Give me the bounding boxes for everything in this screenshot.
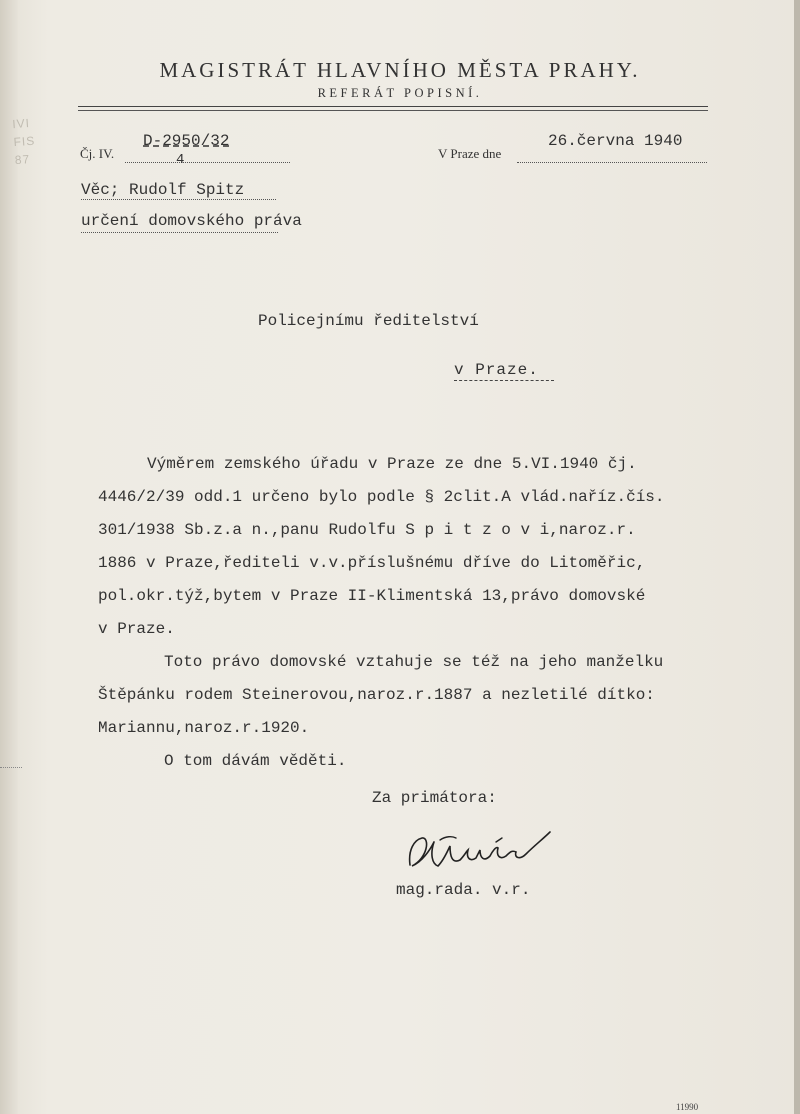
place-label: V Praze dne	[438, 146, 502, 161]
body-line: Výměrem zemského úřadu v Praze ze dne 5.VI.1940 čj.	[147, 455, 637, 473]
subject-detail-dotted-line	[81, 232, 278, 233]
body-line: v Praze.	[98, 620, 175, 638]
body-line: pol.okr.týž,bytem v Praze II-Klimentská 13,právo domovské	[98, 587, 646, 605]
date-dotted-line	[517, 162, 707, 163]
signatory-title: mag.rada. v.r.	[396, 881, 531, 899]
addressee-city: v Praze.	[454, 361, 539, 379]
cj-label: Čj. IV.	[80, 146, 115, 161]
header-rule-thick	[78, 106, 708, 107]
subject-dotted-line	[81, 199, 276, 200]
body-line: O tom dávám věděti.	[164, 752, 347, 770]
body-line: 301/1938 Sb.z.a n.,panu Rudolfu S p i t z o v i,naroz.r.	[98, 521, 636, 539]
body-line: 4446/2/39 odd.1 určeno bylo podle § 2clit.A vlád.naříz.čís.	[98, 488, 665, 506]
body-line: Toto právo domovské vztahuje se též na jeho manželku	[164, 653, 664, 671]
stamp-line: IVI	[11, 115, 31, 132]
letterhead-department: REFERÁT POPISNÍ.	[317, 86, 483, 100]
letterhead-title: MAGISTRÁT HLAVNÍHO MĚSTA PRAHY.	[159, 58, 641, 82]
cj-dotted-line	[125, 162, 290, 163]
on-behalf-label: Za primátora:	[372, 789, 497, 807]
letter-date: 26.června 1940	[548, 132, 683, 150]
body-line: Štěpánku rodem Steinerovou,naroz.r.1887 a nezletilé dítko:	[98, 686, 655, 704]
stamp-line: 87	[14, 152, 31, 168]
form-number: 11990	[676, 1102, 699, 1112]
handwritten-signature	[400, 820, 560, 880]
addressee-office: Policejnímu ředitelství	[258, 312, 479, 330]
subject-line: Věc; Rudolf Spitz	[81, 181, 245, 199]
addressee-underline	[454, 380, 554, 381]
paper-right-edge	[794, 0, 800, 1114]
subject-detail: určení domovského práva	[81, 212, 302, 230]
stamp-line: FIS	[13, 133, 36, 150]
margin-mark	[0, 767, 22, 768]
header-rule-thin	[78, 110, 708, 111]
cj-number: D-2950/32	[143, 132, 230, 150]
body-line: Mariannu,naroz.r.1920.	[98, 719, 310, 737]
body-line: 1886 v Praze,řediteli v.v.příslušnému dříve do Litoměřic,	[98, 554, 646, 572]
cj-sub-number: 4	[176, 152, 185, 168]
